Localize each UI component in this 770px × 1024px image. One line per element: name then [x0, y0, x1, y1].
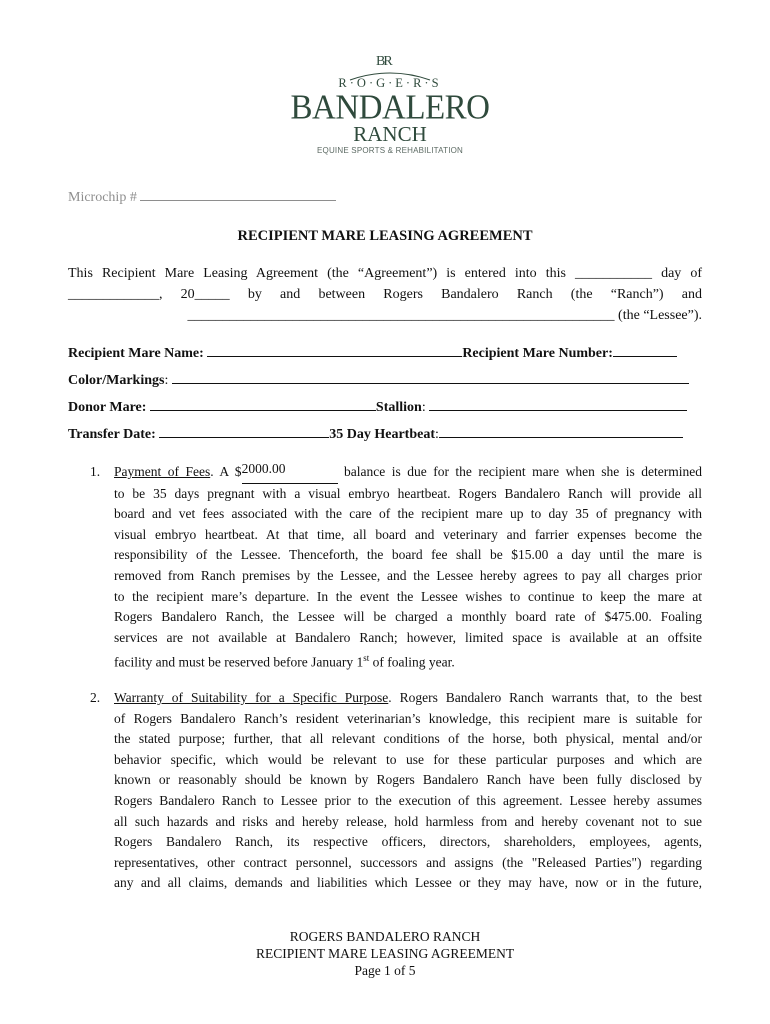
footer-page-number: Page 1 of 5 [354, 963, 416, 978]
section-1-last-line [114, 648, 702, 673]
footer-ranch-name: ROGERS BANDALERO RANCH [289, 929, 481, 944]
logo-rogers: R·O·G·E·R·S [338, 76, 442, 90]
section-2-line: Rogers Bandalero Ranch, its respective officers, directors, shareholders, employees, agents, [114, 834, 702, 850]
color-markings-label: Color/Markings [68, 373, 165, 388]
section-1-line: visual embryo heartbeat. At that time, all board and veterinary and farrier expenses become the [114, 526, 702, 542]
color-markings-colon: : [164, 373, 169, 388]
section-1-line: to the recipient mare’s departure. In the event the Lessee wishes to continue to keep the mare at [114, 588, 702, 604]
color-markings-input[interactable] [172, 369, 689, 384]
section-2-first-rest: . Rogers Bandalero Ranch warrants that, to the best [388, 690, 702, 705]
section-1-last-post: of foaling year. [369, 654, 455, 670]
transfer-date-input[interactable] [159, 423, 329, 438]
microchip-label: Microchip # [68, 190, 137, 205]
section-1-line: to be 35 days pregnant with a visual embryo heartbeat. Rogers Bandalero Ranch will provide all [114, 485, 702, 501]
section-1-last-pre: facility and must be reserved before January 1 [114, 654, 364, 670]
intro-line-3: _____________________________________________________________ (the “Lessee”). [187, 308, 702, 323]
heartbeat-input[interactable] [439, 423, 683, 438]
section-2-line: of Rogers Bandalero Ranch’s resident veterinarian’s knowledge, this recipient mare is suitable for [114, 710, 702, 726]
field-row-recipient [68, 342, 702, 362]
fee-amount-value: 2000.00 [241, 461, 286, 476]
recipient-number-input[interactable] [613, 342, 677, 357]
donor-mare-label: Donor Mare: [68, 400, 147, 415]
section-1-line-text: balance is due for the recipient mare when she is determined [337, 464, 702, 479]
logo-monogram: BR [376, 54, 391, 69]
section-2-line: all such hazards and risks and hereby release, hold harmless from and hereby covenant not to sue [114, 813, 702, 829]
document-title: RECIPIENT MARE LEASING AGREEMENT [237, 228, 533, 244]
fee-amount-field[interactable] [242, 462, 338, 484]
logo-bandalero: BANDALERO [290, 89, 490, 127]
footer-document-name: RECIPIENT MARE LEASING AGREEMENT [255, 946, 515, 961]
section-2-line: the stated purpose; further, that all relevant conditions of the horse, both physical, mental and/or [114, 731, 702, 747]
section-1-body [114, 462, 702, 673]
ranch-logo [290, 52, 490, 160]
section-1-line: Rogers Bandalero Ranch, the Lessee will be charged a monthly board rate of $475.00. Foaling [114, 609, 702, 625]
field-row-donor [68, 396, 702, 416]
section-1-line: services are not available at Bandalero Ranch; however, limited space is available at an offsite [114, 629, 702, 645]
stallion-input[interactable] [429, 396, 687, 411]
section-1-line: removed from Ranch premises by the Lessee, and the Lessee hereby agrees to pay all charges prior [114, 567, 702, 583]
recipient-number-label: Recipient Mare Number: [462, 346, 613, 361]
microchip-field [68, 186, 336, 206]
donor-mare-input[interactable] [150, 396, 376, 411]
section-1-line [114, 462, 702, 484]
field-row-transfer [68, 423, 702, 443]
section-2-line [114, 688, 702, 709]
transfer-date-label: Transfer Date: [68, 427, 156, 442]
section-2-line: any and all claims, demands and liabilities which Lessee or they may have, now or in the future, [114, 875, 702, 891]
intro-paragraph [68, 263, 702, 326]
section-2-heading: Warranty of Suitability for a Specific Purpose [114, 690, 389, 705]
microchip-input-line[interactable] [140, 186, 336, 201]
heartbeat-colon: : [435, 427, 439, 442]
section-1-line: responsibility of the Lessee. Thenceforth, the board fee shall be $15.00 a day until the mare is [114, 547, 702, 563]
intro-line-2: _____________, 20_____ by and between Rogers Bandalero Ranch (the “Ranch”) and [68, 287, 702, 302]
stallion-colon: : [421, 400, 426, 415]
recipient-name-input[interactable] [207, 342, 462, 357]
section-2-body [114, 688, 702, 894]
logo-ranch: RANCH [353, 122, 427, 146]
field-row-color [68, 369, 702, 389]
intro-line-1: This Recipient Mare Leasing Agreement (the “Agreement”) is entered into this ___________ day of [68, 266, 702, 281]
page-footer [0, 928, 770, 979]
section-1-pre-amount: . A $ [210, 464, 242, 479]
logo-tagline: EQUINE SPORTS & REHABILITATION [316, 146, 464, 155]
heartbeat-label: 35 Day Heartbeat [329, 427, 435, 442]
section-1-line: board and vet fees associated with the care of the recipient mare up to day 35 of pregnancy with [114, 506, 702, 522]
recipient-name-label: Recipient Mare Name: [68, 346, 204, 361]
section-2-line: behavior specific, which would be relevant to use for these particular purposes and which are [114, 751, 702, 767]
section-2-line: Rogers Bandalero Ranch to Lessee prior to the execution of this agreement. Lessee hereby assumes [114, 792, 702, 808]
section-1-superscript: st [363, 653, 370, 664]
section-1-heading: Payment of Fees [114, 464, 211, 479]
section-2-number: 2. [90, 690, 101, 705]
stallion-label: Stallion [375, 400, 422, 415]
section-1-number: 1. [90, 464, 101, 479]
section-2-line: representatives, other contract personnel, successors and assigns (the "Released Parties") regarding [114, 854, 702, 870]
section-2-line: known or reasonably should be known by Rogers Bandalero Ranch have been fully disclosed by [114, 772, 702, 788]
